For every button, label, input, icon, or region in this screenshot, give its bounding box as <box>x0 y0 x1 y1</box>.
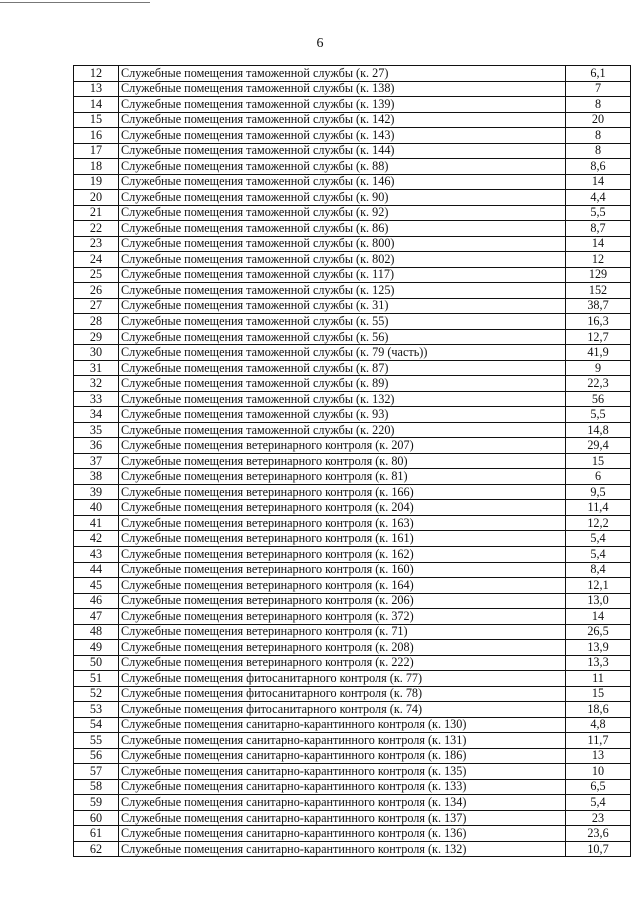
room-name: Служебные помещения ветеринарного контроля (к. 81) <box>119 469 566 485</box>
room-name: Служебные помещения санитарно-карантинного контроля (к. 133) <box>119 779 566 795</box>
row-number: 21 <box>74 205 119 221</box>
room-area: 7 <box>566 81 631 97</box>
room-area: 14 <box>566 236 631 252</box>
room-name: Служебные помещения таможенной службы (к. 132) <box>119 391 566 407</box>
room-name: Служебные помещения таможенной службы (к. 146) <box>119 174 566 190</box>
table-row <box>74 500 631 516</box>
table-row <box>74 764 631 780</box>
room-area: 10 <box>566 764 631 780</box>
room-name: Служебные помещения таможенной службы (к. 144) <box>119 143 566 159</box>
table-row <box>74 453 631 469</box>
room-area: 8,4 <box>566 562 631 578</box>
room-name: Служебные помещения ветеринарного контроля (к. 161) <box>119 531 566 547</box>
row-number: 52 <box>74 686 119 702</box>
room-area: 11,4 <box>566 500 631 516</box>
table-row <box>74 407 631 423</box>
row-number: 17 <box>74 143 119 159</box>
table-row <box>74 376 631 392</box>
room-name: Служебные помещения ветеринарного контроля (к. 71) <box>119 624 566 640</box>
room-name: Служебные помещения таможенной службы (к. 220) <box>119 422 566 438</box>
room-name: Служебные помещения санитарно-карантинного контроля (к. 130) <box>119 717 566 733</box>
room-name: Служебные помещения таможенной службы (к. 142) <box>119 112 566 128</box>
row-number: 45 <box>74 578 119 594</box>
room-area: 9,5 <box>566 484 631 500</box>
table-row <box>74 655 631 671</box>
room-area: 13 <box>566 748 631 764</box>
row-number: 61 <box>74 826 119 842</box>
room-area: 6 <box>566 469 631 485</box>
table-row <box>74 640 631 656</box>
room-name: Служебные помещения таможенной службы (к. 125) <box>119 283 566 299</box>
room-name: Служебные помещения санитарно-карантинного контроля (к. 131) <box>119 733 566 749</box>
room-name: Служебные помещения ветеринарного контроля (к. 204) <box>119 500 566 516</box>
table-row <box>74 671 631 687</box>
room-name: Служебные помещения таможенной службы (к. 143) <box>119 128 566 144</box>
row-number: 19 <box>74 174 119 190</box>
table-row <box>74 686 631 702</box>
room-name: Служебные помещения ветеринарного контроля (к. 162) <box>119 546 566 562</box>
header-rule <box>0 2 150 3</box>
room-name: Служебные помещения таможенной службы (к. 55) <box>119 314 566 330</box>
table-row <box>74 748 631 764</box>
rooms-table <box>73 65 631 857</box>
room-name: Служебные помещения санитарно-карантинного контроля (к. 136) <box>119 826 566 842</box>
table-row <box>74 515 631 531</box>
table-row <box>74 702 631 718</box>
table-row <box>74 128 631 144</box>
room-area: 23 <box>566 810 631 826</box>
room-name: Служебные помещения таможенной службы (к. 117) <box>119 267 566 283</box>
room-name: Служебные помещения таможенной службы (к. 90) <box>119 190 566 206</box>
row-number: 16 <box>74 128 119 144</box>
room-area: 13,9 <box>566 640 631 656</box>
row-number: 40 <box>74 500 119 516</box>
table-row <box>74 267 631 283</box>
room-name: Служебные помещения таможенной службы (к. 87) <box>119 360 566 376</box>
table-row <box>74 174 631 190</box>
room-name: Служебные помещения ветеринарного контроля (к. 222) <box>119 655 566 671</box>
room-name: Служебные помещения ветеринарного контроля (к. 207) <box>119 438 566 454</box>
row-number: 37 <box>74 453 119 469</box>
room-name: Служебные помещения таможенной службы (к. 88) <box>119 159 566 175</box>
row-number: 36 <box>74 438 119 454</box>
room-name: Служебные помещения таможенной службы (к. 86) <box>119 221 566 237</box>
table-row <box>74 391 631 407</box>
row-number: 20 <box>74 190 119 206</box>
table-row <box>74 562 631 578</box>
table-row <box>74 826 631 842</box>
row-number: 55 <box>74 733 119 749</box>
table-row <box>74 190 631 206</box>
table-row <box>74 298 631 314</box>
table-row <box>74 143 631 159</box>
room-area: 8,6 <box>566 159 631 175</box>
room-area: 6,1 <box>566 66 631 82</box>
row-number: 46 <box>74 593 119 609</box>
room-area: 8 <box>566 128 631 144</box>
room-area: 8 <box>566 97 631 113</box>
room-area: 56 <box>566 391 631 407</box>
row-number: 13 <box>74 81 119 97</box>
row-number: 27 <box>74 298 119 314</box>
table-row <box>74 345 631 361</box>
room-name: Служебные помещения таможенной службы (к. 800) <box>119 236 566 252</box>
room-area: 5,5 <box>566 205 631 221</box>
rooms-table-body <box>74 66 631 857</box>
room-area: 129 <box>566 267 631 283</box>
room-name: Служебные помещения санитарно-карантинного контроля (к. 135) <box>119 764 566 780</box>
room-area: 8,7 <box>566 221 631 237</box>
room-area: 12,2 <box>566 515 631 531</box>
room-name: Служебные помещения таможенной службы (к. 138) <box>119 81 566 97</box>
table-row <box>74 112 631 128</box>
table-row <box>74 159 631 175</box>
room-area: 8 <box>566 143 631 159</box>
row-number: 54 <box>74 717 119 733</box>
room-name: Служебные помещения ветеринарного контроля (к. 164) <box>119 578 566 594</box>
row-number: 32 <box>74 376 119 392</box>
room-name: Служебные помещения таможенной службы (к. 56) <box>119 329 566 345</box>
room-area: 5,4 <box>566 795 631 811</box>
room-name: Служебные помещения ветеринарного контроля (к. 160) <box>119 562 566 578</box>
room-area: 22,3 <box>566 376 631 392</box>
room-area: 13,3 <box>566 655 631 671</box>
table-row <box>74 484 631 500</box>
room-name: Служебные помещения ветеринарного контроля (к. 163) <box>119 515 566 531</box>
room-area: 29,4 <box>566 438 631 454</box>
row-number: 34 <box>74 407 119 423</box>
row-number: 44 <box>74 562 119 578</box>
room-area: 4,8 <box>566 717 631 733</box>
page-number: 6 <box>316 36 324 51</box>
row-number: 48 <box>74 624 119 640</box>
row-number: 28 <box>74 314 119 330</box>
row-number: 47 <box>74 609 119 625</box>
table-row <box>74 236 631 252</box>
table-row <box>74 360 631 376</box>
room-name: Служебные помещения таможенной службы (к. 92) <box>119 205 566 221</box>
room-area: 11,7 <box>566 733 631 749</box>
row-number: 58 <box>74 779 119 795</box>
table-row <box>74 733 631 749</box>
table-row <box>74 314 631 330</box>
table-row <box>74 97 631 113</box>
room-name: Служебные помещения таможенной службы (к. 802) <box>119 252 566 268</box>
row-number: 62 <box>74 841 119 857</box>
room-name: Служебные помещения санитарно-карантинного контроля (к. 186) <box>119 748 566 764</box>
table-row <box>74 546 631 562</box>
row-number: 49 <box>74 640 119 656</box>
room-area: 14 <box>566 609 631 625</box>
table-row <box>74 810 631 826</box>
room-area: 5,4 <box>566 546 631 562</box>
room-area: 12,7 <box>566 329 631 345</box>
table-row <box>74 221 631 237</box>
table-row <box>74 717 631 733</box>
room-area: 10,7 <box>566 841 631 857</box>
room-area: 11 <box>566 671 631 687</box>
row-number: 39 <box>74 484 119 500</box>
room-area: 4,4 <box>566 190 631 206</box>
row-number: 25 <box>74 267 119 283</box>
row-number: 31 <box>74 360 119 376</box>
row-number: 60 <box>74 810 119 826</box>
row-number: 57 <box>74 764 119 780</box>
table-row <box>74 438 631 454</box>
room-name: Служебные помещения санитарно-карантинного контроля (к. 134) <box>119 795 566 811</box>
row-number: 42 <box>74 531 119 547</box>
table-row <box>74 329 631 345</box>
table-row <box>74 609 631 625</box>
room-name: Служебные помещения ветеринарного контроля (к. 372) <box>119 609 566 625</box>
room-name: Служебные помещения таможенной службы (к. 27) <box>119 66 566 82</box>
row-number: 43 <box>74 546 119 562</box>
row-number: 23 <box>74 236 119 252</box>
row-number: 53 <box>74 702 119 718</box>
room-area: 20 <box>566 112 631 128</box>
row-number: 33 <box>74 391 119 407</box>
room-name: Служебные помещения таможенной службы (к. 31) <box>119 298 566 314</box>
row-number: 30 <box>74 345 119 361</box>
room-area: 38,7 <box>566 298 631 314</box>
room-name: Служебные помещения санитарно-карантинного контроля (к. 137) <box>119 810 566 826</box>
row-number: 15 <box>74 112 119 128</box>
room-area: 5,5 <box>566 407 631 423</box>
room-name: Служебные помещения ветеринарного контроля (к. 166) <box>119 484 566 500</box>
table-row <box>74 66 631 82</box>
table-row <box>74 283 631 299</box>
row-number: 50 <box>74 655 119 671</box>
row-number: 41 <box>74 515 119 531</box>
room-name: Служебные помещения таможенной службы (к. 93) <box>119 407 566 423</box>
room-area: 5,4 <box>566 531 631 547</box>
room-area: 152 <box>566 283 631 299</box>
table-row <box>74 205 631 221</box>
room-area: 23,6 <box>566 826 631 842</box>
table-row <box>74 422 631 438</box>
row-number: 24 <box>74 252 119 268</box>
row-number: 14 <box>74 97 119 113</box>
room-name: Служебные помещения таможенной службы (к. 89) <box>119 376 566 392</box>
room-area: 16,3 <box>566 314 631 330</box>
row-number: 29 <box>74 329 119 345</box>
row-number: 56 <box>74 748 119 764</box>
row-number: 51 <box>74 671 119 687</box>
row-number: 59 <box>74 795 119 811</box>
room-area: 12 <box>566 252 631 268</box>
room-name: Служебные помещения фитосанитарного контроля (к. 78) <box>119 686 566 702</box>
room-area: 26,5 <box>566 624 631 640</box>
room-area: 14,8 <box>566 422 631 438</box>
room-name: Служебные помещения санитарно-карантинного контроля (к. 132) <box>119 841 566 857</box>
room-name: Служебные помещения фитосанитарного контроля (к. 74) <box>119 702 566 718</box>
row-number: 35 <box>74 422 119 438</box>
room-area: 18,6 <box>566 702 631 718</box>
room-area: 15 <box>566 453 631 469</box>
table-row <box>74 593 631 609</box>
row-number: 26 <box>74 283 119 299</box>
row-number: 22 <box>74 221 119 237</box>
room-name: Служебные помещения таможенной службы (к. 79 (часть)) <box>119 345 566 361</box>
table-row <box>74 81 631 97</box>
room-area: 41,9 <box>566 345 631 361</box>
table-row <box>74 578 631 594</box>
row-number: 38 <box>74 469 119 485</box>
row-number: 12 <box>74 66 119 82</box>
room-name: Служебные помещения ветеринарного контроля (к. 208) <box>119 640 566 656</box>
room-name: Служебные помещения ветеринарного контроля (к. 206) <box>119 593 566 609</box>
room-area: 15 <box>566 686 631 702</box>
row-number: 18 <box>74 159 119 175</box>
table-row <box>74 841 631 857</box>
room-area: 6,5 <box>566 779 631 795</box>
table-row <box>74 624 631 640</box>
room-area: 14 <box>566 174 631 190</box>
table-row <box>74 531 631 547</box>
table-row <box>74 779 631 795</box>
table-row <box>74 252 631 268</box>
room-name: Служебные помещения фитосанитарного контроля (к. 77) <box>119 671 566 687</box>
table-row <box>74 469 631 485</box>
room-area: 13,0 <box>566 593 631 609</box>
table-row <box>74 795 631 811</box>
room-name: Служебные помещения ветеринарного контроля (к. 80) <box>119 453 566 469</box>
room-area: 12,1 <box>566 578 631 594</box>
room-name: Служебные помещения таможенной службы (к. 139) <box>119 97 566 113</box>
room-area: 9 <box>566 360 631 376</box>
